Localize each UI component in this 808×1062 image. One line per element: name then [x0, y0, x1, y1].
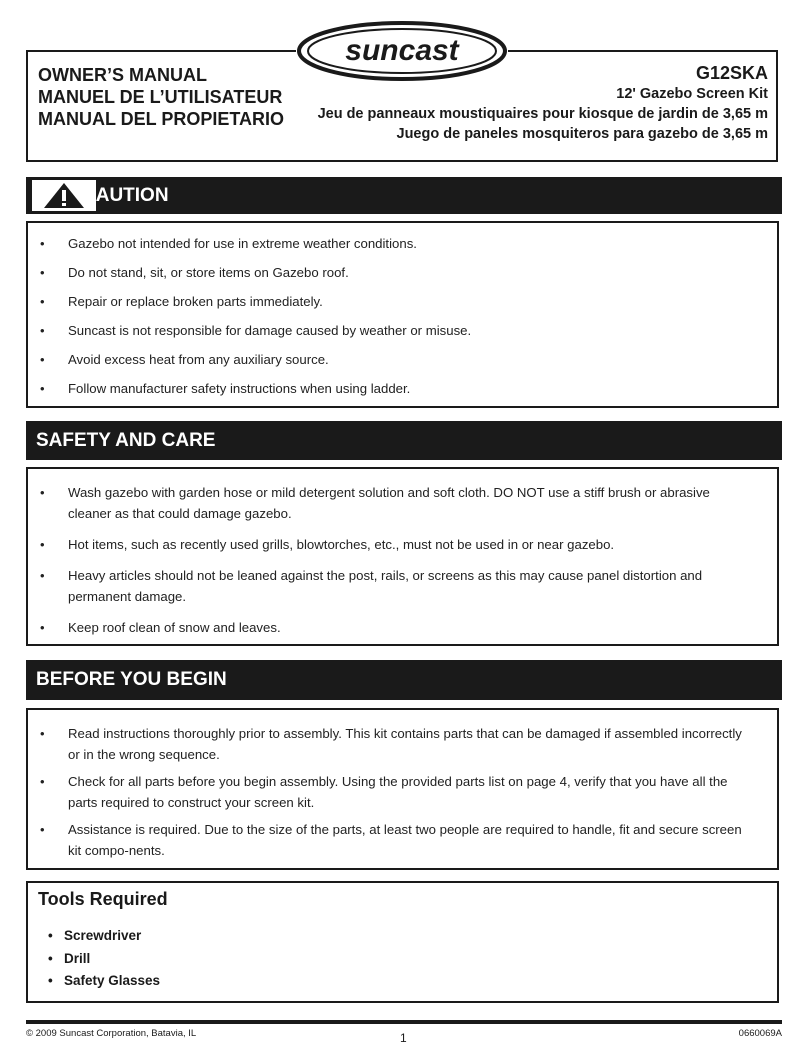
- manual-title-fr: MANUEL DE L’UTILISATEUR: [38, 87, 283, 107]
- manual-titles: [38, 64, 284, 130]
- footer-rule: [26, 1020, 782, 1024]
- caution-title: CAUTION: [82, 184, 169, 206]
- before-title: BEFORE YOU BEGIN: [36, 669, 227, 690]
- list-item: • Drill: [48, 950, 91, 966]
- suncast-logo: [296, 20, 508, 82]
- caution-box: [26, 221, 779, 408]
- list-item: • Screwdriver: [48, 928, 142, 943]
- list-item: • Avoid excess heat from any auxiliary source.: [28, 349, 777, 370]
- caution-header: [26, 177, 782, 214]
- tool-label: Screwdriver: [64, 928, 142, 943]
- product-name-fr: Jeu de panneaux moustiquaires pour kiosque de jardin de 3,65 m: [317, 106, 768, 122]
- safety-title: SAFETY AND CARE: [36, 429, 216, 451]
- manual-title-es: MANUAL DEL PROPIETARIO: [38, 109, 285, 129]
- list-item: • Heavy articles should not be leaned against the post, rails, or screens as this may cause panel distortion and permanent damage.: [28, 565, 777, 607]
- safety-header: [26, 421, 782, 460]
- list-item: • Wash gazebo with garden hose or mild detergent solution and soft cloth. DO NOT use a stiff brush or abrasive cleaner as that could damage gazebo.: [28, 482, 777, 524]
- tools-box: [26, 881, 779, 1003]
- copyright-text: © 2009 Suncast Corporation, Batavia, IL: [26, 1028, 197, 1039]
- list-item: • Do not stand, sit, or store items on Gazebo roof.: [28, 262, 777, 283]
- list-item: • Read instructions thoroughly prior to assembly. This kit contains parts that can be damaged if assembled incorrectly or in the wrong sequence.: [28, 723, 777, 765]
- logo-wordmark: suncast: [345, 34, 459, 67]
- list-item: • Gazebo not intended for use in extreme weather conditions.: [28, 233, 777, 254]
- list-item: • Safety Glasses: [48, 973, 161, 988]
- list-item: • Check for all parts before you begin assembly. Using the provided parts list on page 4, verify that you have all the parts required to construct your screen kit.: [28, 771, 777, 813]
- product-name-es: Juego de paneles mosquiteros para gazebo de 3,65 m: [396, 126, 768, 142]
- list-item: • Suncast is not responsible for damage caused by weather or misuse.: [28, 320, 777, 341]
- tool-label: Safety Glasses: [64, 973, 161, 988]
- tools-title: Tools Required: [38, 889, 168, 909]
- before-list: [28, 723, 777, 861]
- before-header: [26, 660, 782, 700]
- list-item: • Repair or replace broken parts immediately.: [28, 291, 777, 312]
- tool-label: Drill: [64, 950, 91, 966]
- before-box: [26, 708, 779, 870]
- list-item: • Hot items, such as recently used grills, blowtorches, etc., must not be used in or near gazebo.: [28, 534, 777, 555]
- safety-box: [26, 467, 779, 646]
- list-item: • Keep roof clean of snow and leaves.: [28, 617, 777, 638]
- caution-list: [28, 233, 777, 399]
- tools-list: [48, 925, 160, 993]
- page-number: 1: [400, 1031, 407, 1045]
- list-item: • Assistance is required. Due to the size of the parts, at least two people are required to handle, fit and secure screen kit compo-nents.: [28, 819, 777, 861]
- list-item: • Follow manufacturer safety instructions when using ladder.: [28, 378, 777, 399]
- product-name-en: 12' Gazebo Screen Kit: [616, 86, 768, 102]
- model-number: G12SKA: [695, 63, 768, 83]
- safety-list: [28, 482, 777, 638]
- document-number: 0660069A: [738, 1028, 782, 1039]
- manual-title-en: OWNER’S MANUAL: [38, 65, 207, 85]
